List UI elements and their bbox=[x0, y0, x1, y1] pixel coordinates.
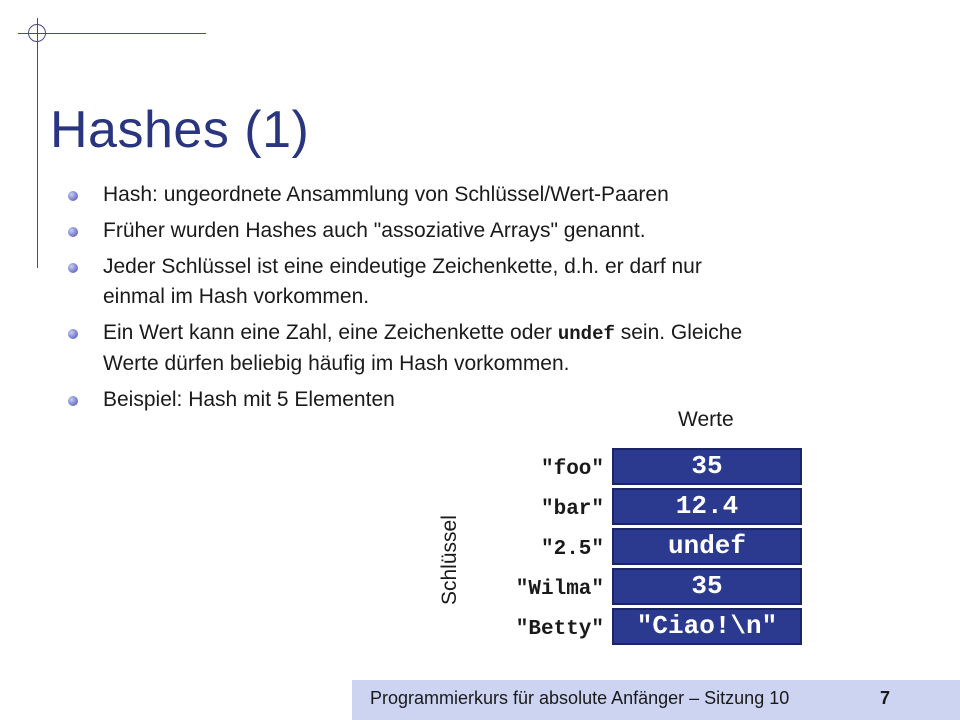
hash-values bbox=[612, 448, 802, 648]
bullet-text: Ein Wert kann eine Zahl, eine Zeichenkette oder bbox=[103, 321, 558, 344]
hash-value-box: 35 bbox=[612, 448, 802, 485]
decorative-line-horizontal bbox=[18, 33, 206, 34]
hash-value-box: 12.4 bbox=[612, 488, 802, 525]
bullet-text-continued: Werte dürfen beliebig häufig im Hash vorkommen. bbox=[103, 352, 570, 375]
footer-bar bbox=[352, 680, 960, 720]
hash-key: "Betty" bbox=[515, 618, 604, 641]
code-undef: undef bbox=[557, 323, 615, 345]
hash-value-box: undef bbox=[612, 528, 802, 565]
bullet-text: Früher wurden Hashes auch "assoziative Arrays" genannt. bbox=[103, 219, 646, 242]
keys-label: Schlüssel bbox=[438, 515, 461, 605]
footer-text: Programmierkurs für absolute Anfänger – Sitzung 10 bbox=[370, 688, 790, 708]
hash-key: "2.5" bbox=[540, 538, 604, 561]
bullet-dot-icon bbox=[68, 191, 78, 201]
bullet-item bbox=[68, 385, 928, 415]
slide-title: Hashes (1) bbox=[50, 101, 310, 159]
hash-key: "foo" bbox=[540, 458, 604, 481]
bullet-text-continued: einmal im Hash vorkommen. bbox=[103, 285, 370, 308]
bullet-dot-icon bbox=[68, 396, 78, 406]
decorative-circle bbox=[28, 24, 46, 42]
decorative-line-vertical bbox=[37, 18, 38, 268]
bullet-item bbox=[68, 252, 928, 312]
bullet-dot-icon bbox=[68, 227, 78, 237]
bullet-text: Hash: ungeordnete Ansammlung von Schlüssel/Wert-Paaren bbox=[103, 183, 669, 206]
hash-key: "bar" bbox=[540, 498, 604, 521]
bullet-item bbox=[68, 318, 928, 379]
bullet-text: Beispiel: Hash mit 5 Elementen bbox=[103, 388, 395, 411]
bullet-dot-icon bbox=[68, 263, 78, 273]
bullet-item bbox=[68, 216, 928, 246]
hash-keys bbox=[516, 450, 604, 650]
hash-value-box: 35 bbox=[612, 568, 802, 605]
bullet-list bbox=[68, 180, 928, 421]
bullet-text-suffix: sein. Gleiche bbox=[614, 321, 743, 344]
bullet-item bbox=[68, 180, 928, 210]
hash-key: "Wilma" bbox=[515, 578, 604, 601]
bullet-text: Jeder Schlüssel ist eine eindeutige Zeichenkette, d.h. er darf nur bbox=[103, 255, 702, 278]
hash-value-box: "Ciao!\n" bbox=[612, 608, 802, 645]
page-number: 7 bbox=[880, 688, 891, 708]
bullet-dot-icon bbox=[68, 329, 78, 339]
values-label: Werte bbox=[678, 408, 734, 431]
